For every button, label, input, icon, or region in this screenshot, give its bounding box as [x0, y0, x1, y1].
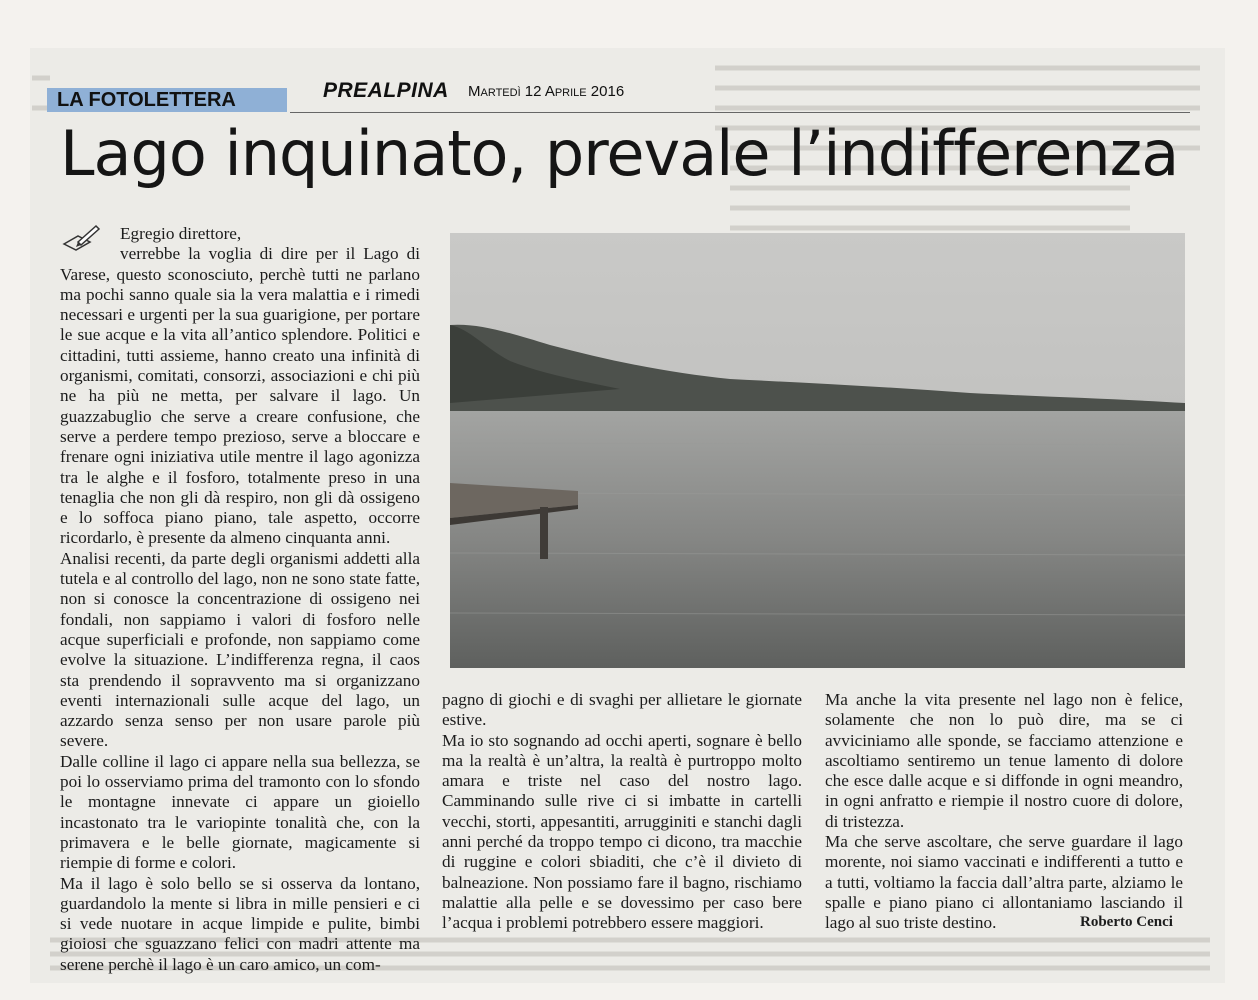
paragraph: Ma anche la vita presente nel lago non è felice, solamente che non lo può dire, ma se ci avviciniamo alle sponde, se facciamo attenzione e ascoltiamo sentiremo un tenue lamento di dolore che esce dalle acque e si diffonde in ogni meandro, in ogni anfratto e riempie il nostro cuore di dolore, di tristezza. — [825, 690, 1183, 831]
header-rule — [290, 112, 1190, 113]
paragraph: Ma che serve ascoltare, che serve guardare il lago morente, noi siamo vaccinati e indifferenti a tutto e a tutti, voltiamo la faccia dall’altra parte, alziamo le spalle e piano piano ci allontaniamo lasciando il lago al suo triste destino. — [825, 832, 1183, 933]
headline: Lago inquinato, prevale l’indifferenza — [60, 117, 1179, 190]
letter-column-3 — [825, 690, 1183, 934]
paragraph: Ma io sto sognando ad occhi aperti, sognare è bello ma la realtà è un’altra, la realtà è purtroppo molto amara e triste nel caso del nostro lago. Camminando sulle rive ci si imbatte in cartelli vecchi, storti, appesantiti, arrugginiti e stanchi dagli anni perché da troppo tempo ci dicono, tra macchie di ruggine e colori sbiaditi, che c’è il divieto di balneazione. Non possiamo fare il bagno, rischiamo malattie alla pelle e se dovessimo per caso bere l’acqua i problemi potrebbero essere maggiori. — [442, 730, 802, 933]
paragraph: Ma il lago è solo bello se si osserva da lontano, guardandolo la mente si libra in mille pensieri e ci si vede nuotare in acque limpide e pulite, bimbi gioiosi che sguazzano felici con madri attente ma serene perchè il lago è un caro amico, un com- — [60, 873, 420, 974]
masthead-title: PREALPINA — [323, 79, 449, 102]
paragraph: Analisi recenti, da parte degli organismi addetti alla tutela e al controllo del lago, non ne sono state fatte, non si conosce la concentrazione di ossigeno nei fondali, non sappiamo i valori di fosforo nelle acque superficiali e profonde, non sappiamo come evolve la situazione. L’indifferenza regna, il caos sta prendendo il sopravvento ma si organizzano eventi internazionali sulle acque del lago, un azzardo senza senso per non usare parole più severe. — [60, 548, 420, 751]
letter-column-2 — [442, 690, 802, 934]
paragraph: Dalle colline il lago ci appare nella sua bellezza, se poi lo osserviamo prima del tramonto con lo sfondo le montagne innevate ci appare un gioiello incastonato tra le variopinte tonalità che, con la primavera e le belle giornate, magicamente si riempie di forme e colori. — [60, 751, 420, 873]
signature: Roberto Cenci — [1080, 914, 1173, 930]
masthead-date: Martedì 12 Aprile 2016 — [468, 83, 625, 100]
lake-photo — [450, 233, 1185, 668]
section-label: LA FOTOLETTERA — [47, 88, 287, 112]
paragraph: verrebbe la voglia di dire per il Lago di Varese, questo sconosciuto, perchè tutti ne parlano ma pochi sanno quale sia la vera malattia e i rimedi necessari e urgenti per la sua guarigione, per portare le sue acque e la vita all’antico splendore. Politici e cittadini, tutti assieme, hanno creato una infinità di organismi, comitati, consorzi, associazioni e chi più ne ha più ne metta, per salvare il lago. Un guazzabuglio che serve a creare confusione, che serve a perdere tempo prezioso, serve a bloccare e frenare ogni iniziativa utile mentre il lago agonizza tra le alghe e il fosforo, totalmente preso in una tenaglia che non gli dà respiro, non gli dà ossigeno e lo soffoca piano piano, tale aspetto, occorre ricordarlo, è presente da almeno cinquanta anni. — [60, 244, 420, 548]
salutation: Egregio direttore, — [120, 224, 242, 243]
paragraph: pagno di giochi e di svaghi per allietare le giornate estive. — [442, 690, 802, 730]
letter-column-1 — [60, 224, 420, 975]
